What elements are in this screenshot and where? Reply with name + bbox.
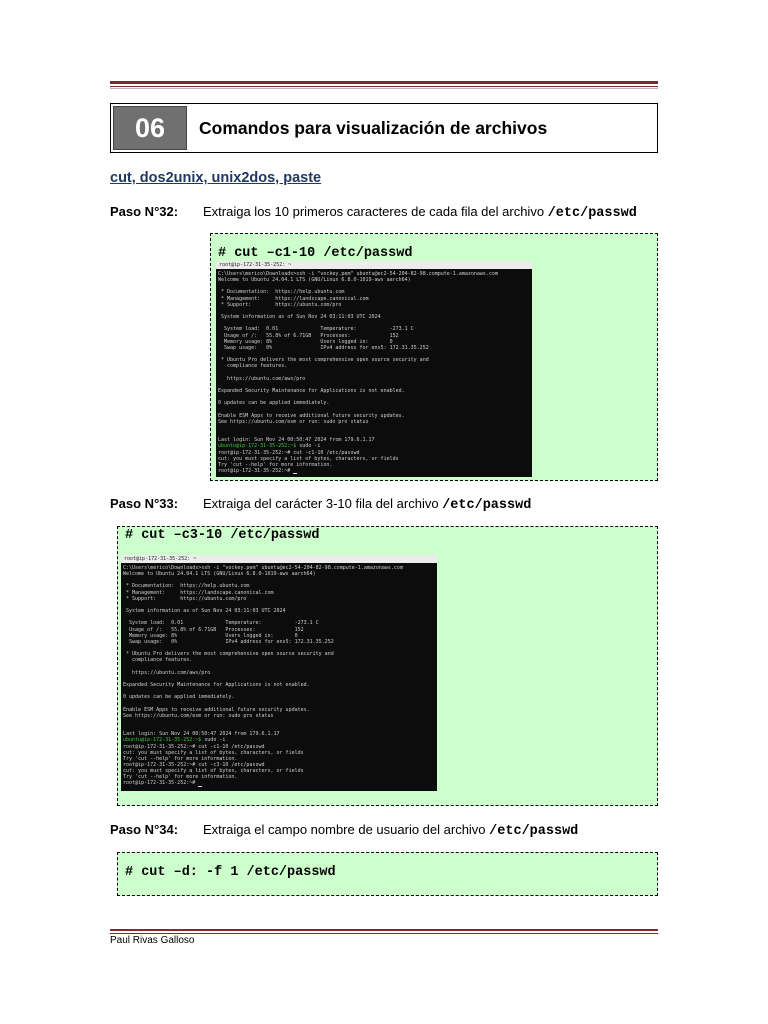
terminal-line: root@ip-172-31-35-252:~# cut -c1-10 /etc/passwd [218,449,360,456]
terminal-line: Last login: Sun Nov 24 00:50:47 2024 from 179.6.1.17 [123,731,280,738]
section-title: Comandos para visualización de archivos [199,117,548,138]
terminal-line: C:\Users\merico\Downloads>ssh -i "vockey.pem" ubuntu@ec2-54-204-82-98.compute-1.amazonaws.com [218,271,498,277]
command-box-32 [210,233,658,481]
terminal-line: Last login: Sun Nov 24 00:50:47 2024 from 179.6.1.17 [218,437,375,444]
terminal-line: Memory usage: 8% Users logged in: 0 [123,632,298,639]
step-path: /etc/passwd [489,824,579,839]
section-header [110,103,658,153]
terminal-title: root@ip-172-31-35-252: ~ [216,261,532,269]
terminal-line: System information as of Sun Nov 24 03:11:03 UTC 2024 [123,608,286,615]
terminal-line: cut: you must specify a list of bytes, characters, or fields [123,768,304,775]
terminal-line: Expanded Security Maintenance for Applications is not enabled. [123,681,310,688]
command-box-34 [117,852,658,896]
terminal-line: root@ip-172-31-35-252:~# [123,780,437,786]
terminal-line: * Ubuntu Pro delivers the most comprehensive open source security and [123,651,334,658]
step-path: /etc/passwd [547,206,637,221]
terminal-line: See https://ubuntu.com/esm or run: sudo pro status [123,712,274,719]
terminal-line: See https://ubuntu.com/esm or run: sudo pro status [218,418,369,425]
command-box-33 [117,526,658,806]
step-path: /etc/passwd [442,498,532,513]
command-text: # cut –c3-10 /etc/passwd [125,528,320,543]
section-number: 06 [113,106,187,150]
terminal-line: Welcome to Ubuntu 24.04.1 LTS (GNU/Linux 6.8.0-1019-aws aarch64) [218,277,411,284]
step-text: Extraiga el campo nombre de usuario del archivo [203,822,486,837]
terminal-line: * Documentation: https://help.ubuntu.com [123,583,250,590]
terminal-line: cut: you must specify a list of bytes, characters, or fields [218,455,399,462]
terminal-line: Usage of /: 55.8% of 6.71GB Processes: 152 [218,332,399,339]
terminal-line: Expanded Security Maintenance for Applications is not enabled. [218,387,405,394]
terminal-line: compliance features. [123,657,193,664]
terminal-line: ubuntu@ip-172-31-35-252:~$ sudo -i [218,443,321,450]
terminal-line: 0 updates can be applied immediately. [123,694,235,701]
section-subtitle: cut, dos2unix, unix2dos, paste [110,170,322,186]
terminal-screenshot [121,555,437,791]
command-text: # cut –c1-10 /etc/passwd [218,246,413,261]
command-text: # cut –d: -f 1 /etc/passwd [125,865,336,880]
step-text: Extraiga los 10 primeros caracteres de cada fila del archivo [203,204,545,219]
terminal-line: root@ip-172-31-35-252:~# cut -c1-10 /etc/passwd [123,743,265,750]
terminal-line: Try 'cut --help' for more information. [123,755,238,762]
terminal-line: root@ip-172-31-35-252:~# cut -c3-10 /etc/passwd [123,762,265,768]
terminal-output [216,269,532,474]
terminal-line: * Management: https://landscape.canonical.com [123,589,274,596]
header-rule [110,81,658,89]
terminal-screenshot [216,261,532,477]
terminal-line: System information as of Sun Nov 24 03:11:03 UTC 2024 [218,314,381,321]
step-label: Paso N°32: [110,204,179,219]
terminal-line: Swap usage: 0% IPv4 address for ens5: 172.31.35.252 [123,638,334,645]
terminal-line: ubuntu@ip-172-31-35-252:~$ sudo -i [123,737,226,744]
terminal-line: Memory usage: 8% Users logged in: 0 [218,338,393,345]
terminal-line: https://ubuntu.com/aws/pro [123,669,211,676]
terminal-line: Swap usage: 0% IPv4 address for ens5: 172.31.35.252 [218,344,429,351]
step-32 [110,204,637,221]
terminal-line: cut: you must specify a list of bytes, characters, or fields [123,749,304,756]
terminal-line: * Management: https://landscape.canonical.com [218,295,369,302]
terminal-line: compliance features. [218,363,288,370]
step-label: Paso N°34: [110,822,179,837]
footer-author: Paul Rivas Galloso [110,935,195,946]
terminal-line: root@ip-172-31-35-252:~# [218,468,532,474]
terminal-line: * Documentation: https://help.ubuntu.com [218,289,345,296]
terminal-line: https://ubuntu.com/aws/pro [218,375,306,382]
step-label: Paso N°33: [110,496,179,511]
terminal-cursor [293,473,297,474]
footer-rule [110,929,658,934]
step-text: Extraiga del carácter 3-10 fila del archivo [203,496,439,511]
step-33 [110,496,531,513]
terminal-line: Try 'cut --help' for more information. [218,461,333,468]
terminal-line: Usage of /: 55.8% of 6.71GB Processes: 152 [123,626,304,633]
terminal-line: Enable ESM Apps to receive additional future security updates. [218,412,405,419]
terminal-line: C:\Users\merico\Downloads>ssh -i "vockey.pem" ubuntu@ec2-54-204-82-98.compute-1.amazonaws.com [123,565,403,571]
terminal-title: root@ip-172-31-35-252: ~ [121,555,437,563]
terminal-line: Enable ESM Apps to receive additional future security updates. [123,706,310,713]
terminal-cursor [198,786,202,787]
terminal-line: System load: 0.01 Temperature: -273.1 C [218,326,414,333]
terminal-output [121,563,437,787]
terminal-line: Welcome to Ubuntu 24.04.1 LTS (GNU/Linux 6.8.0-1019-aws aarch64) [123,571,316,578]
terminal-line: Try 'cut --help' for more information. [123,774,238,781]
step-34 [110,822,578,839]
terminal-line: * Support: https://ubuntu.com/pro [218,301,342,308]
terminal-line: * Ubuntu Pro delivers the most comprehensive open source security and [218,357,429,364]
terminal-line: System load: 0.01 Temperature: -273.1 C [123,620,319,627]
terminal-line: 0 updates can be applied immediately. [218,400,330,407]
terminal-line: * Support: https://ubuntu.com/pro [123,595,247,602]
